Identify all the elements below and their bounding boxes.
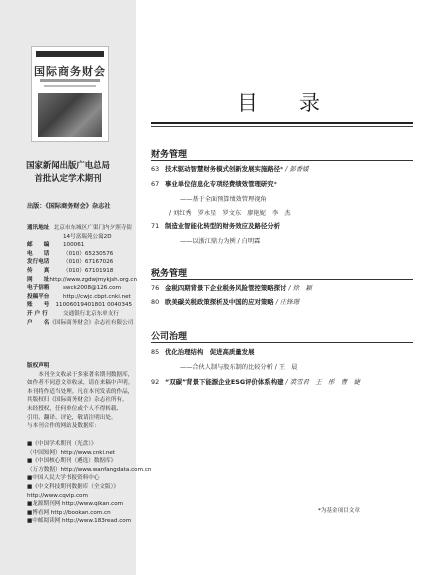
copyright-line: 本刊全文收录于多家著名期刊数据库， <box>27 371 134 378</box>
fund-footnote: *为基金项目文章 <box>318 508 360 514</box>
section-rule <box>151 160 413 161</box>
database-item: ■中邮阅读网 http://www.183read.com <box>27 518 132 525</box>
info-label: 账 号 <box>27 302 50 309</box>
cover-title: 国际商务财会 <box>34 65 106 78</box>
database-item: ■中国人民大学书报资料中心 <box>27 475 100 482</box>
cover-photo <box>38 93 102 137</box>
copyright-title: 版权声明 <box>27 363 50 369</box>
info-value: 14号富瑞苑公寓2D <box>63 233 112 240</box>
article-title: “双碳”背景下能源企业ESG评价体系构建 <box>165 378 284 386</box>
info-label: 投稿平台 <box>27 293 50 300</box>
info-label: 邮 编 <box>27 242 50 249</box>
info-label: 发行电话 <box>27 259 50 266</box>
toc-entry[interactable] <box>151 348 254 357</box>
info-label: 户 名 <box>27 319 50 326</box>
info-value: 11006019401801 0040345 <box>55 302 132 309</box>
article-authors: / 刘红秀 罗永星 罗文东 廖艳妮 李 杰 <box>169 210 291 217</box>
info-value: 北京市东城区广渠门内夕照寺街 <box>53 225 132 231</box>
info-row <box>0 224 136 233</box>
fund-mark: * <box>273 180 277 188</box>
article-authors: / 徐 颖 <box>288 284 312 292</box>
page-number: 85 <box>151 348 160 356</box>
section-heading: 税务管理 <box>151 269 188 279</box>
article-title: 金税四期背景下企业税务风险管控策略探讨 <box>165 284 287 292</box>
article-title: 优化治理结构 促进高质量发展 <box>165 348 255 356</box>
copyright-line: 如作者不同意文章收录，请在来稿中声明。 <box>27 380 134 387</box>
database-item: http://www.cqvip.com <box>27 492 88 499</box>
info-row <box>0 301 136 310</box>
copyright-notice <box>0 362 136 431</box>
toc-entry[interactable] <box>151 298 299 307</box>
copyright-line: 与本刊合作的网站及数据库： <box>27 423 100 430</box>
sidebar <box>0 0 152 575</box>
info-label: 电子信箱 <box>27 285 50 292</box>
title-rule <box>151 126 413 127</box>
cover-header-strip <box>36 51 104 57</box>
info-row <box>0 233 136 242</box>
page-number: 80 <box>151 298 160 306</box>
database-item: ■《中国核心期刊（遴选）数据库》 <box>27 458 117 465</box>
section-rule <box>151 279 413 280</box>
database-item: （中国知网）http://www.cnki.net <box>27 449 116 456</box>
info-value: http://cwjc.cbpt.cnki.net <box>63 293 131 300</box>
cover-subtitle-bar <box>40 79 100 82</box>
publisher-line: 出版：《国际商务财会》杂志社 <box>27 203 111 210</box>
article-title: 技术驱动智慧财务模式创新发展实施路径 <box>165 165 281 173</box>
article-authors: / 彭香媛 <box>285 165 309 173</box>
database-item: ■《中文科技期刊数据库（全文版）》 <box>27 483 119 490</box>
copyright-line: 引用、翻译、评论，敬请注明出处。 <box>27 414 117 421</box>
article-title: 制造业智能化转型的财务效应及路径分析 <box>165 222 281 230</box>
section-heading: 财务管理 <box>151 150 188 160</box>
article-title: 事业单位信息化专项经费绩效管理研究 <box>165 180 274 188</box>
info-row <box>0 310 136 319</box>
article-subtitle: ——合伙人制与股东制的比较分析 / 王 晨 <box>180 364 298 371</box>
approval-line-1: 国家新闻出版广电总局 <box>26 160 110 170</box>
database-item: ■龙源期刊网 http://www.qikan.com <box>27 501 124 508</box>
approval-line-2: 首批认定学术期刊 <box>34 173 102 183</box>
info-row <box>0 293 136 302</box>
toc-title: 目 录 <box>237 91 330 115</box>
database-item: （万方数据）http://www.wanfangdata.com.cn <box>27 466 152 473</box>
info-row <box>0 284 136 293</box>
copyright-line: 未经授权，任何单位或个人不得转载、 <box>27 405 123 412</box>
toc-entry[interactable] <box>151 284 312 293</box>
info-row <box>0 276 136 285</box>
page-number: 92 <box>151 378 160 386</box>
info-value: 交通银行北京东单支行 <box>63 310 119 317</box>
info-row <box>0 267 136 276</box>
toc-entry[interactable] <box>151 165 309 174</box>
article-subtitle: ——以浙江鼎力为例 / 白明霖 <box>180 238 261 245</box>
article-subtitle: ——基于全面预算绩效管理视角 <box>180 196 267 203</box>
page-number: 63 <box>151 165 160 173</box>
page-number: 71 <box>151 222 160 230</box>
toc-entry[interactable] <box>151 222 280 231</box>
database-list <box>0 440 152 526</box>
info-row <box>0 241 136 250</box>
page-number: 67 <box>151 180 160 188</box>
info-row <box>0 250 136 259</box>
info-row <box>0 319 136 328</box>
section-heading: 公司治理 <box>151 332 188 342</box>
toc-entry[interactable] <box>151 378 360 387</box>
article-title: 欧美碳关税政策探析及中国的应对策略 <box>165 298 274 306</box>
info-row <box>0 258 136 267</box>
info-value: （010）65230576 <box>63 250 114 257</box>
fund-mark: * <box>280 165 284 173</box>
info-value: （010）67101918 <box>63 267 114 274</box>
journal-cover-image <box>31 46 109 142</box>
info-value: 100061 <box>63 242 85 249</box>
title-rule <box>151 122 413 124</box>
info-label: 电 话 <box>27 250 50 257</box>
info-label: 通讯地址 <box>27 225 50 231</box>
info-label <box>27 233 63 242</box>
info-value: http://www.zgdwjmykjsh.org.cn <box>49 276 138 283</box>
toc-entry[interactable] <box>151 180 277 189</box>
info-label: 开 户 行 <box>27 310 48 317</box>
info-value: swck2008@126.com <box>63 285 122 292</box>
page-number: 76 <box>151 284 160 292</box>
copyright-line: 其版权归《国际商务财会》杂志社所有， <box>27 397 128 404</box>
copyright-line: 本刊将作适当处理。凡在本刊发表的作品， <box>27 388 134 395</box>
info-value: 《国际商务财会》杂志社有限公司 <box>49 319 134 326</box>
info-label: 网 址 <box>27 276 50 283</box>
cover-subtitle-bar <box>44 85 96 87</box>
contact-info <box>0 224 136 327</box>
article-authors: / 庄锋璟 <box>275 298 300 306</box>
info-value: （010）67167026 <box>63 259 114 266</box>
database-item: ■博看网 http://bookan.com.cn <box>27 509 111 516</box>
article-authors: / 裘雪君 王 彤 曹 婕 <box>285 378 361 386</box>
info-label: 传 真 <box>27 267 50 274</box>
database-item: ■《中国学术期刊（光盘）》 <box>27 441 97 447</box>
section-rule <box>151 342 413 343</box>
